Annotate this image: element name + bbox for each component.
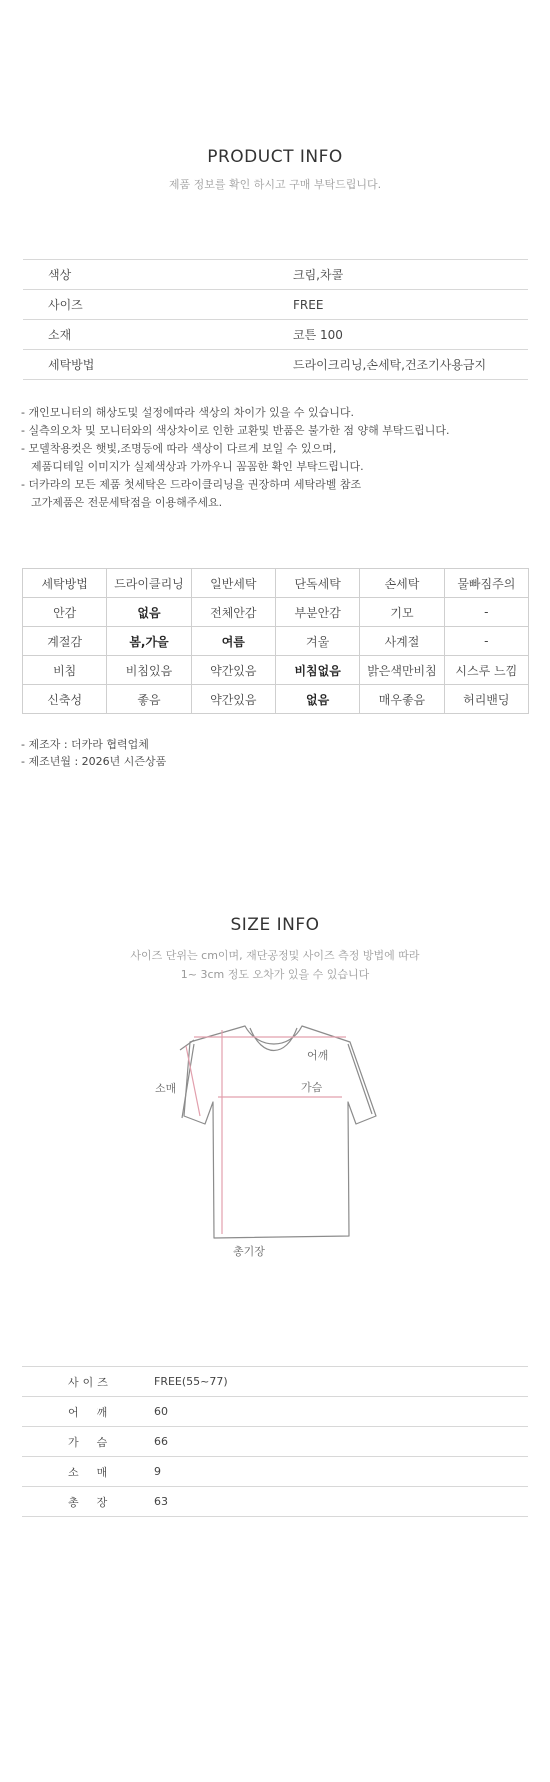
- care-header-cell: 단독세탁: [275, 569, 359, 598]
- care-cell: 부분안감: [275, 598, 359, 627]
- size-row: [22, 1487, 528, 1517]
- notice-line: - 실측의오차 및 모니터와의 색상차이로 인한 교환및 반품은 불가한 점 양해 부탁드립니다.: [21, 424, 450, 437]
- notice-line: - 개인모니터의 해상도및 설정에따라 색상의 차이가 있을 수 있습니다.: [21, 406, 354, 419]
- row-label: 색상: [23, 260, 293, 290]
- product-info-subtitle: 제품 정보를 확인 하시고 구매 부탁드립니다.: [168, 178, 382, 191]
- notice-line: 제품디테일 이미지가 실제색상과 가까우니 꼼꼼한 확인 부탁드립니다.: [31, 460, 364, 473]
- notice-line: 고가제품은 전문세탁점을 이용해주세요.: [31, 496, 223, 509]
- table-row: [23, 290, 528, 320]
- size-row: [22, 1367, 528, 1397]
- size-row-label: 총장: [22, 1487, 154, 1517]
- row-label: 사이즈: [23, 290, 293, 320]
- size-row: [22, 1457, 528, 1487]
- size-row-label: 사이즈: [22, 1367, 154, 1397]
- care-cell: 봄,가을: [107, 627, 191, 656]
- care-cell: 밝은색만비침: [360, 656, 444, 685]
- care-header-cell: 물빠짐주의: [444, 569, 528, 598]
- care-row-label: 신축성: [23, 685, 107, 714]
- care-cell: 사계절: [360, 627, 444, 656]
- row-label: 세탁방법: [23, 350, 293, 380]
- care-row-label: 비침: [23, 656, 107, 685]
- care-cell: 좋음: [107, 685, 191, 714]
- care-cell: 없음: [107, 598, 191, 627]
- manufacturer-info: [21, 736, 166, 770]
- care-cell: 약간있음: [191, 685, 275, 714]
- row-value: FREE: [293, 290, 528, 320]
- care-row-label: 계절감: [23, 627, 107, 656]
- care-cell: 약간있음: [191, 656, 275, 685]
- notice-line: - 모델착용컷은 햇빛,조명등에 따라 색상이 다르게 보일 수 있으며,: [21, 442, 337, 455]
- care-row: [23, 685, 529, 714]
- care-cell: 기모: [360, 598, 444, 627]
- care-header-cell: 일반세탁: [191, 569, 275, 598]
- care-cell: 겨울: [275, 627, 359, 656]
- size-row-value: 66: [154, 1427, 528, 1457]
- care-header-cell: 세탁방법: [23, 569, 107, 598]
- size-row: [22, 1397, 528, 1427]
- size-row-label: 소매: [22, 1457, 154, 1487]
- size-row-label: 어깨: [22, 1397, 154, 1427]
- notice-list: [21, 404, 449, 512]
- care-header-row: [23, 569, 529, 598]
- row-value: 드라이크리닝,손세탁,건조기사용금지: [293, 350, 528, 380]
- sleeve-label: 소매: [155, 1082, 177, 1095]
- care-row: [23, 627, 529, 656]
- care-header-cell: 드라이클리닝: [107, 569, 191, 598]
- size-row-value: 60: [154, 1397, 528, 1427]
- care-cell: -: [444, 598, 528, 627]
- shoulder-label: 어깨: [307, 1049, 329, 1062]
- row-value: 코튼 100: [293, 320, 528, 350]
- care-header-cell: 손세탁: [360, 569, 444, 598]
- size-row-value: 63: [154, 1487, 528, 1517]
- care-table: [22, 568, 529, 714]
- care-cell: 매우좋음: [360, 685, 444, 714]
- size-row: [22, 1427, 528, 1457]
- table-row: [23, 320, 528, 350]
- size-info-subtitle-line2: 1~ 3cm 정도 오차가 있을 수 있습니다: [180, 968, 370, 981]
- size-row-value: 9: [154, 1457, 528, 1487]
- size-info-title: SIZE INFO: [230, 915, 320, 935]
- length-label: 총기장: [233, 1245, 265, 1258]
- size-row-label: 가슴: [22, 1427, 154, 1457]
- care-cell: -: [444, 627, 528, 656]
- size-table: [22, 1366, 528, 1517]
- row-value: 크림,차콜: [293, 260, 528, 290]
- table-row: [23, 260, 528, 290]
- care-row: [23, 656, 529, 685]
- tshirt-diagram: [150, 1020, 390, 1270]
- manufacture-date-line: - 제조년월 : 2026년 시즌상품: [21, 755, 167, 768]
- table-row: [23, 350, 528, 380]
- tshirt-outline: [184, 1026, 376, 1238]
- care-cell: 시스루 느낌: [444, 656, 528, 685]
- care-cell: 비침있음: [107, 656, 191, 685]
- notice-line: - 더카라의 모든 제품 첫세탁은 드라이클리닝을 권장하며 세탁라벨 참조: [21, 478, 362, 491]
- care-cell: 여름: [191, 627, 275, 656]
- care-cell: 허리밴딩: [444, 685, 528, 714]
- size-info-subtitle-line1: 사이즈 단위는 cm이며, 재단공정및 사이즈 측정 방법에 따라: [130, 949, 420, 962]
- chest-label: 가슴: [301, 1081, 323, 1094]
- care-cell: 없음: [275, 685, 359, 714]
- manufacturer-line: - 제조자 : 더카라 협력업체: [21, 738, 149, 751]
- care-row-label: 안감: [23, 598, 107, 627]
- product-info-table: [23, 259, 528, 380]
- care-cell: 비침없음: [275, 656, 359, 685]
- size-row-value: FREE(55~77): [154, 1367, 528, 1397]
- product-info-title: PRODUCT INFO: [207, 147, 343, 167]
- care-cell: 전체안감: [191, 598, 275, 627]
- care-row: [23, 598, 529, 627]
- row-label: 소재: [23, 320, 293, 350]
